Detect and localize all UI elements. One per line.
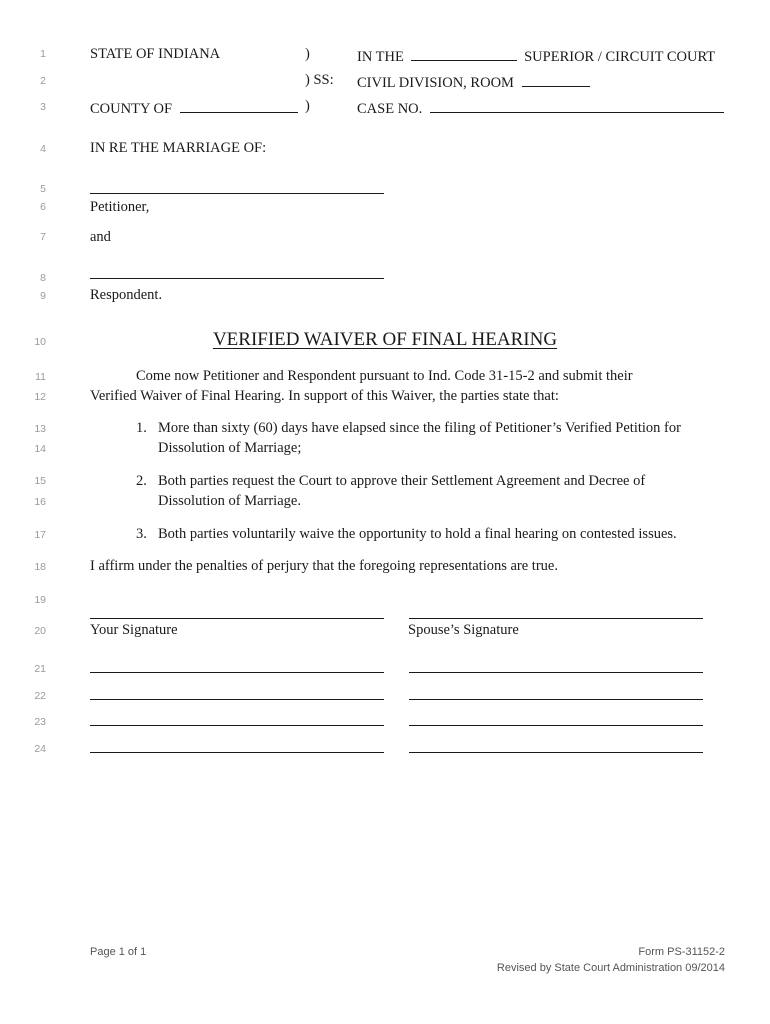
court-row	[357, 46, 715, 66]
your-signature-line[interactable]	[90, 618, 384, 619]
your-info-line[interactable]	[90, 752, 384, 753]
line-number: 20	[34, 625, 46, 637]
line-number: 21	[34, 663, 46, 675]
spouse-info-line[interactable]	[409, 725, 703, 726]
revision-note: Revised by State Court Administration 09/2014	[496, 962, 725, 974]
line-number: 10	[34, 336, 46, 348]
item-text: Both parties voluntarily waive the opportunity to hold a final hearing on contested issues.	[158, 526, 677, 542]
intro-line-1: Come now Petitioner and Respondent pursuant to Ind. Code 31-15-2 and submit their	[136, 368, 633, 384]
line-number: 5	[40, 183, 46, 195]
case-number-label: CASE NO.	[357, 101, 423, 117]
item-number: 2.	[136, 473, 147, 489]
room-field[interactable]	[522, 72, 590, 87]
line-number: 1	[40, 48, 46, 60]
your-info-line[interactable]	[90, 699, 384, 700]
respondent-label: Respondent.	[90, 287, 163, 303]
court-name-field[interactable]	[411, 46, 517, 61]
ss-label: ) SS:	[305, 72, 334, 88]
spouse-signature-line[interactable]	[409, 618, 703, 619]
civil-division-label: CIVIL DIVISION, ROOM	[357, 75, 514, 91]
item-text: More than sixty (60) days have elapsed since the filing of Petitioner’s Verified Petition for	[158, 420, 681, 436]
item-text: Dissolution of Marriage.	[158, 493, 301, 509]
your-signature-label: Your Signature	[90, 622, 178, 638]
in-the-label: IN THE	[357, 49, 404, 65]
line-number: 22	[34, 690, 46, 702]
state-label: STATE OF INDIANA	[90, 46, 221, 62]
intro-line-2: Verified Waiver of Final Hearing. In support of this Waiver, the parties state that:	[90, 388, 559, 404]
spouse-info-line[interactable]	[409, 672, 703, 673]
line-number: 17	[34, 529, 46, 541]
your-info-line[interactable]	[90, 725, 384, 726]
line-number: 3	[40, 101, 46, 113]
county-row	[90, 98, 298, 118]
line-number: 6	[40, 201, 46, 213]
page-number: Page 1 of 1	[90, 946, 147, 958]
item-text: Both parties request the Court to approve their Settlement Agreement and Decree of	[158, 473, 646, 489]
case-number-row	[357, 98, 724, 118]
line-number: 7	[40, 231, 46, 243]
court-type-label: SUPERIOR / CIRCUIT COURT	[524, 49, 716, 65]
caption-paren: )	[305, 46, 310, 62]
caption-paren: )	[305, 98, 310, 114]
item-number: 3.	[136, 526, 147, 542]
line-number: 2	[40, 75, 46, 87]
spouse-signature-label: Spouse’s Signature	[408, 622, 519, 638]
line-number: 8	[40, 272, 46, 284]
line-number: 13	[34, 423, 46, 435]
form-number: Form PS-31152-2	[638, 946, 725, 958]
affirmation-text: I affirm under the penalties of perjury that the foregoing representations are true.	[90, 558, 558, 574]
case-number-field[interactable]	[430, 98, 724, 113]
item-number: 1.	[136, 420, 147, 436]
line-number: 14	[34, 443, 46, 455]
spouse-info-line[interactable]	[409, 699, 703, 700]
county-field[interactable]	[180, 98, 298, 113]
petitioner-name-field[interactable]	[90, 193, 384, 194]
line-number: 12	[34, 391, 46, 403]
line-number: 19	[34, 594, 46, 606]
line-number: 9	[40, 290, 46, 302]
line-number: 18	[34, 561, 46, 573]
document-title: VERIFIED WAIVER OF FINAL HEARING	[212, 329, 558, 350]
line-number: 15	[34, 475, 46, 487]
respondent-name-field[interactable]	[90, 278, 384, 279]
in-re-heading: IN RE THE MARRIAGE OF:	[90, 140, 267, 156]
civil-division-row	[357, 72, 590, 92]
line-number: 24	[34, 743, 46, 755]
your-info-line[interactable]	[90, 672, 384, 673]
line-number: 23	[34, 716, 46, 728]
line-number: 4	[40, 143, 46, 155]
line-number: 11	[35, 371, 46, 383]
county-label: COUNTY OF	[90, 101, 173, 117]
petitioner-label: Petitioner,	[90, 199, 150, 215]
spouse-info-line[interactable]	[409, 752, 703, 753]
item-text: Dissolution of Marriage;	[158, 440, 302, 456]
and-label: and	[90, 229, 111, 245]
line-number: 16	[34, 496, 46, 508]
